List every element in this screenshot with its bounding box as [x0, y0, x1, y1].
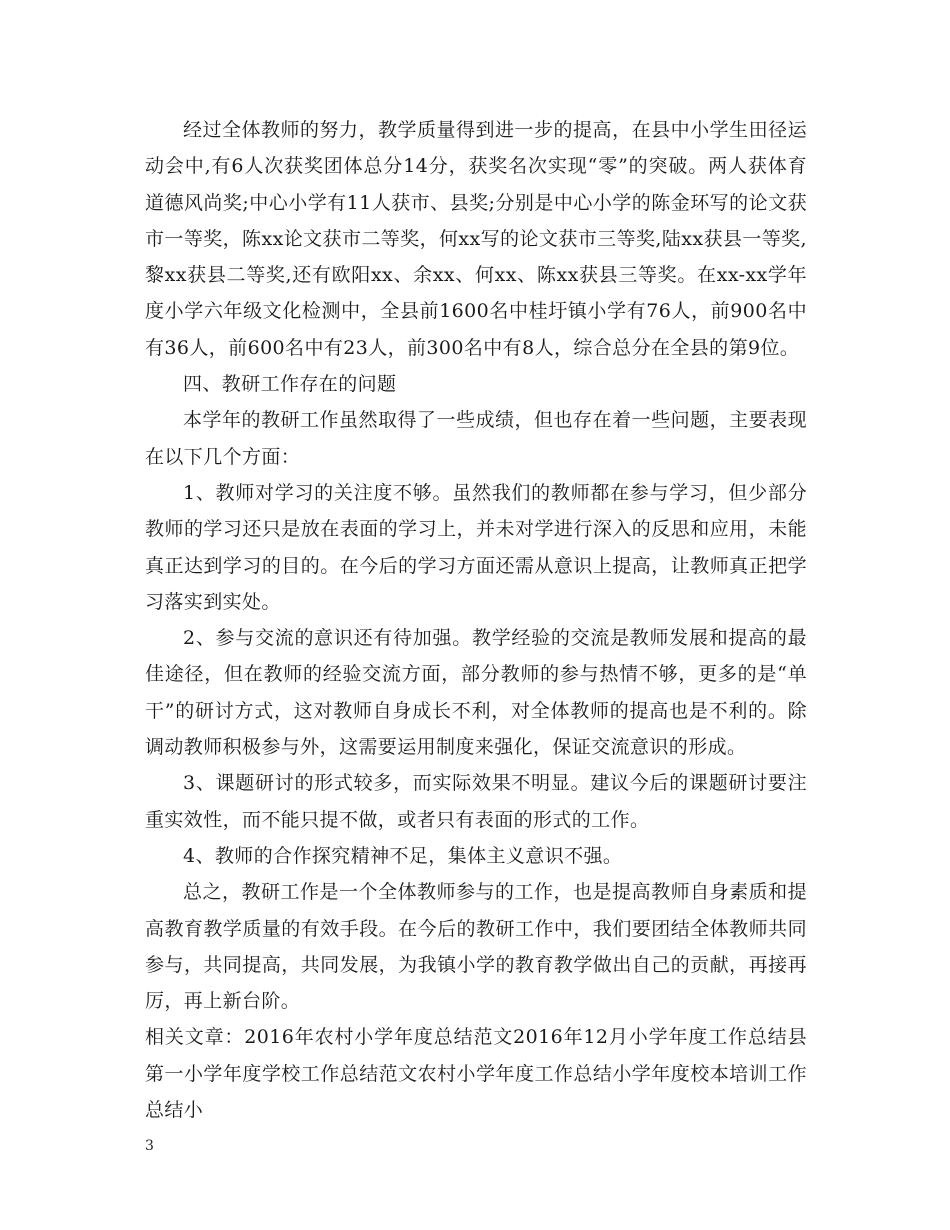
paragraph-conclusion: 总之，教研工作是一个全体教师参与的工作，也是提高教师自身素质和提高教育教学质量的有效手段。在今后的教研工作中，我们要团结全体教师共同参与，共同提高，共同发展，为我镇小学的教育教学做出自己的贡献，再接再厉，再上新台阶。	[145, 881, 807, 1013]
paragraph-problem-2: 2、参与交流的意识还有待加强。教学经验的交流是教师发展和提高的最佳途径，但在教师的经验交流方面，部分教师的参与热情不够，更多的是“单干”的研讨方式，这对教师自身成长不利，对全体教师的提高也是不利的。除调动教师积极参与外，这需要运用制度来强化，保证交流意识的形成。	[145, 627, 807, 759]
paragraph-problems-intro: 本学年的教研工作虽然取得了一些成绩，但也存在着一些问题，主要表现在以下几个方面：	[145, 409, 807, 468]
paragraph-achievements: 经过全体教师的努力，教学质量得到进一步的提高，在县中小学生田径运动会中,有6人次获奖团体总分14分，获奖名次实现“零”的突破。两人获体育道德风尚奖;中心小学有11人获市、县奖;分别是中心小学的陈金环写的论文获市一等奖，陈xx论文获市二等奖，何xx写的论文获市三等奖,陆xx获县一等奖,黎xx获县二等奖,还有欧阳xx、余xx、何xx、陈xx获县三等奖。在xx-xx学年度小学六年级文化检测中，全县前1600名中桂圩镇小学有76人，前900名中有36人，前600名中有23人，前300名中有8人，综合总分在全县的第9位。	[145, 119, 807, 359]
paragraph-problem-3: 3、课题研讨的形式较多，而实际效果不明显。建议今后的课题研讨要注重实效性，而不能只提不做，或者只有表面的形式的工作。	[145, 772, 807, 831]
paragraph-problem-1: 1、教师对学习的关注度不够。虽然我们的教师都在参与学习，但少部分教师的学习还只是放在表面的学习上，并未对学进行深入的反思和应用，未能真正达到学习的目的。在今后的学习方面还需从意识上提高，让教师真正把学习落实到实处。	[145, 481, 807, 613]
page-number: 3	[145, 1138, 154, 1154]
section-heading-problems: 四、教研工作存在的问题	[183, 373, 397, 396]
document-body	[145, 112, 807, 1128]
paragraph-problem-4: 4、教师的合作探究精神不足，集体主义意识不强。	[183, 844, 623, 867]
related-articles: 相关文章：2016年农村小学年度总结范文2016年12月小学年度工作总结县第一小学年度学校工作总结范文农村小学年度工作总结小学年度校本培训工作总结小	[145, 1026, 807, 1122]
